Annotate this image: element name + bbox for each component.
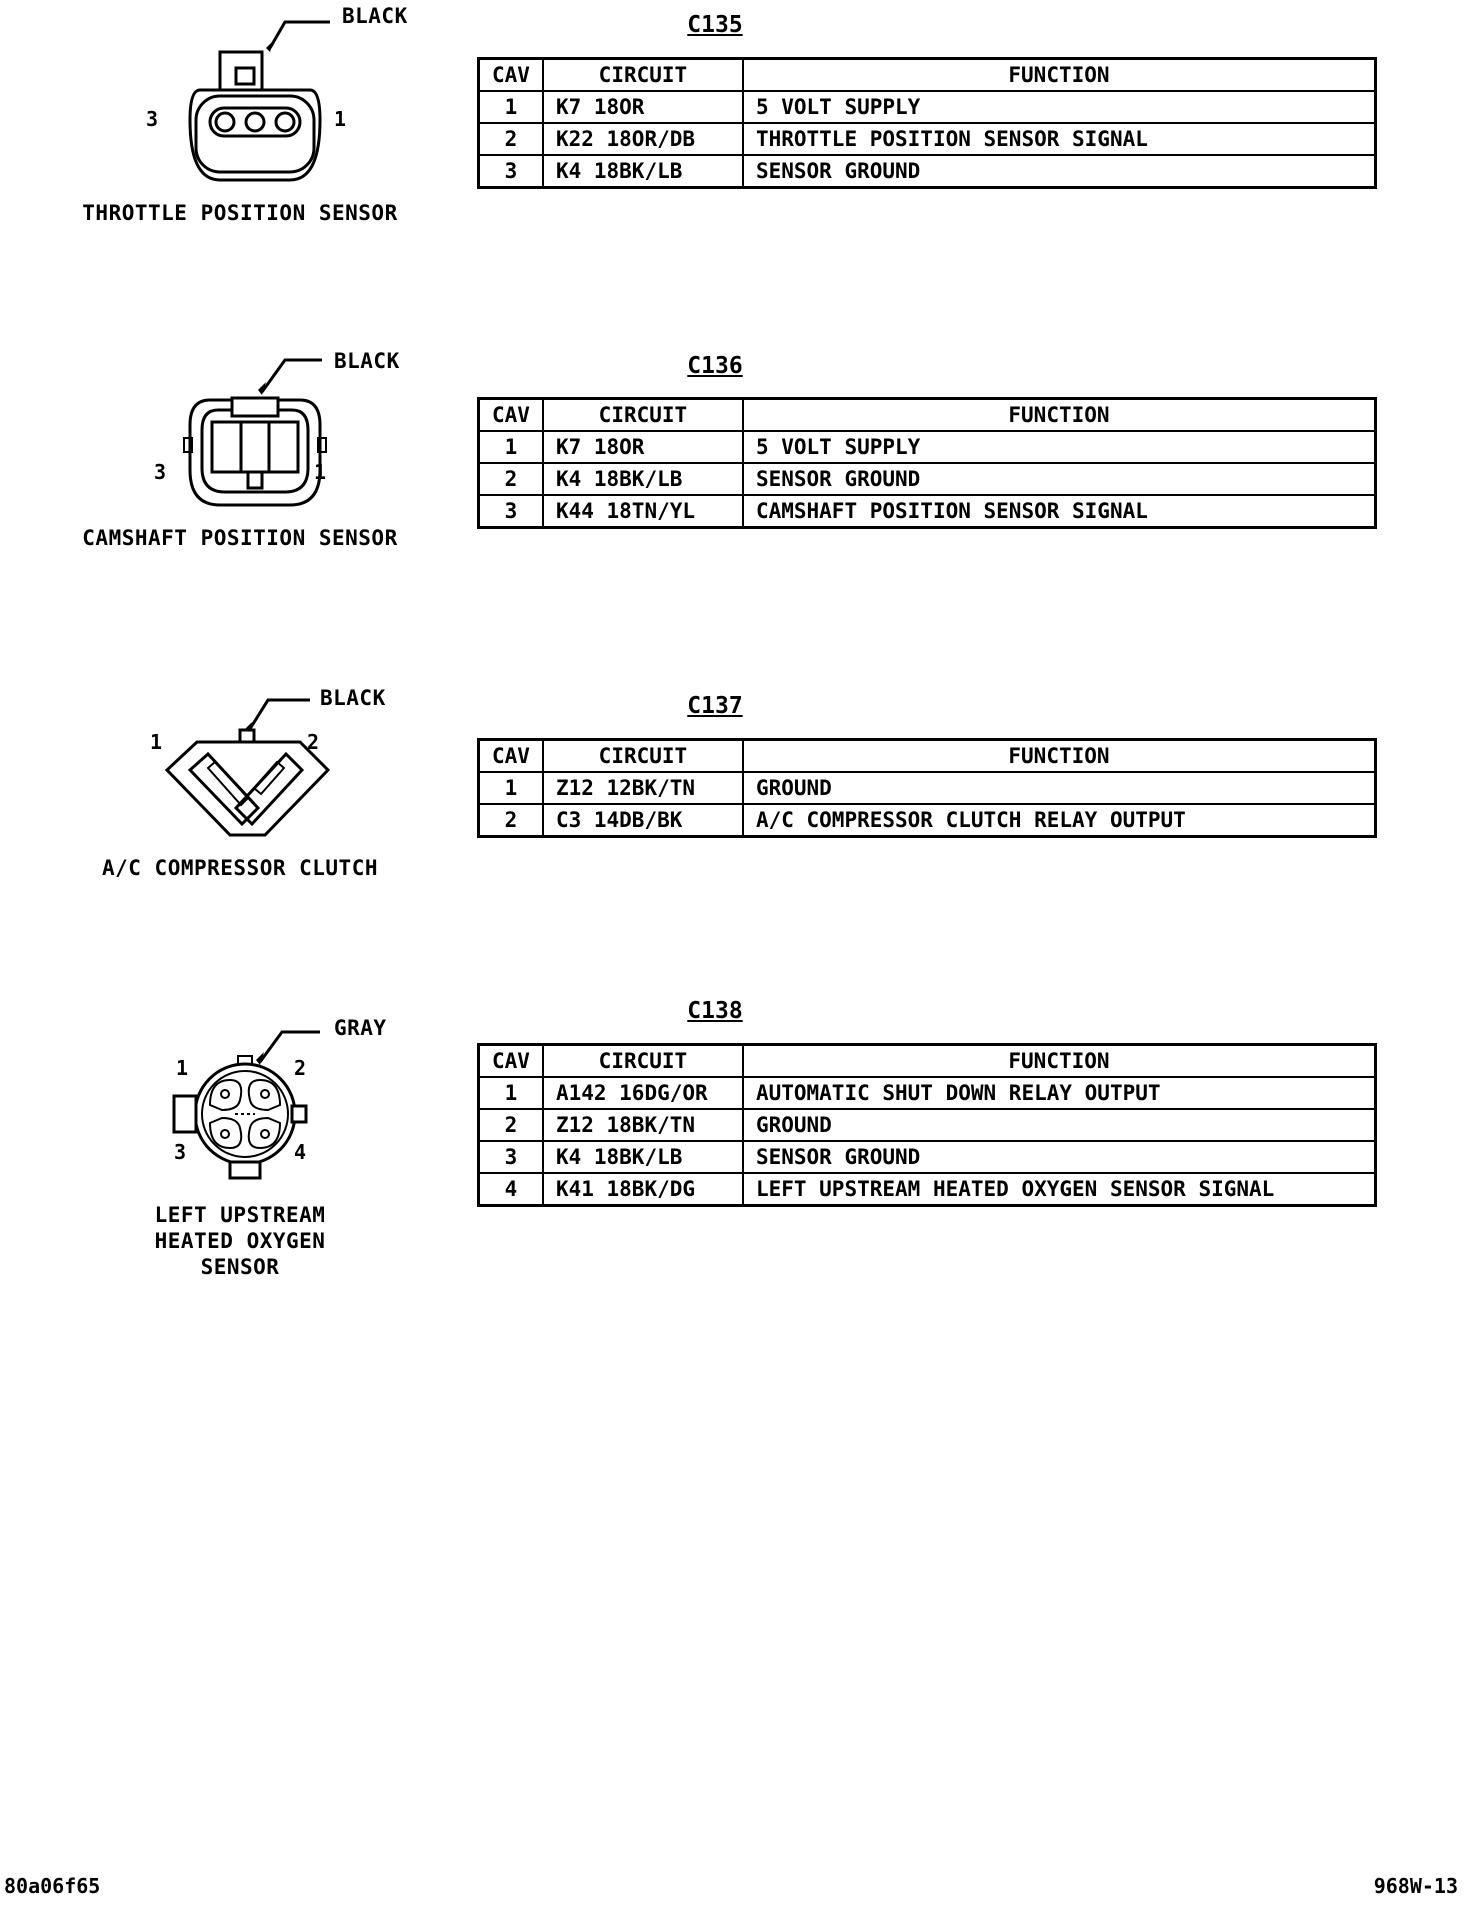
circuit-cell: C3 14DB/BK <box>543 804 743 837</box>
table-row <box>479 1173 1376 1206</box>
circuit-cell: Z12 18BK/TN <box>543 1109 743 1141</box>
pinout-table <box>477 1043 1377 1207</box>
cav-cell: 2 <box>479 463 543 495</box>
function-cell: A/C COMPRESSOR CLUTCH RELAY OUTPUT <box>743 804 1376 837</box>
circuit-cell: K41 18BK/DG <box>543 1173 743 1206</box>
pin-label: 3 <box>146 107 159 131</box>
header-cav: CAV <box>479 1045 543 1078</box>
pin-label: 3 <box>154 460 167 484</box>
circuit-cell: K7 18OR <box>543 431 743 463</box>
cav-cell: 3 <box>479 1141 543 1173</box>
function-cell: AUTOMATIC SHUT DOWN RELAY OUTPUT <box>743 1077 1376 1109</box>
header-circuit: CIRCUIT <box>543 1045 743 1078</box>
cav-cell: 1 <box>479 772 543 804</box>
function-cell: GROUND <box>743 1109 1376 1141</box>
pin-label: 4 <box>294 1140 307 1164</box>
function-cell: SENSOR GROUND <box>743 463 1376 495</box>
table-header-row <box>479 1045 1376 1078</box>
component-name-line: HEATED OXYGEN <box>154 1229 326 1253</box>
connector-id: C135 <box>687 12 743 38</box>
pinout-table <box>477 57 1377 189</box>
function-cell: THROTTLE POSITION SENSOR SIGNAL <box>743 123 1376 155</box>
table-row <box>479 463 1376 495</box>
connector-color-label: BLACK <box>320 686 386 710</box>
table-header-row <box>479 399 1376 432</box>
header-cav: CAV <box>479 59 543 92</box>
circuit-cell: K44 18TN/YL <box>543 495 743 528</box>
cav-cell: 4 <box>479 1173 543 1206</box>
function-cell: 5 VOLT SUPPLY <box>743 91 1376 123</box>
component-name: A/C COMPRESSOR CLUTCH <box>101 856 378 880</box>
throttle-position-sensor-connector-icon <box>170 0 390 200</box>
cav-cell: 2 <box>479 804 543 837</box>
table-row <box>479 1109 1376 1141</box>
header-function: FUNCTION <box>743 1045 1376 1078</box>
footer-page-number: 968W-13 <box>1373 1874 1458 1898</box>
component-name: CAMSHAFT POSITION SENSOR <box>82 526 398 550</box>
circuit-cell: K4 18BK/LB <box>543 155 743 188</box>
pinout-table <box>477 738 1377 838</box>
pin-label: 2 <box>294 1056 307 1080</box>
circuit-cell: Z12 12BK/TN <box>543 772 743 804</box>
table-row <box>479 155 1376 188</box>
connector-color-label: GRAY <box>334 1016 387 1040</box>
table-header-row <box>479 740 1376 773</box>
circuit-cell: A142 16DG/OR <box>543 1077 743 1109</box>
connector-id: C136 <box>687 353 743 379</box>
component-name <box>40 1202 440 1280</box>
function-cell: CAMSHAFT POSITION SENSOR SIGNAL <box>743 495 1376 528</box>
connector-color-label: BLACK <box>342 4 408 28</box>
footer-image-code: 80a06f65 <box>4 1874 101 1898</box>
pin-label: 1 <box>150 730 163 754</box>
table-row <box>479 804 1376 837</box>
connector-id: C137 <box>687 693 743 719</box>
header-cav: CAV <box>479 740 543 773</box>
pin-label: 3 <box>174 1140 187 1164</box>
component-name: THROTTLE POSITION SENSOR <box>82 201 398 225</box>
header-function: FUNCTION <box>743 59 1376 92</box>
function-cell: SENSOR GROUND <box>743 1141 1376 1173</box>
pin-label: 2 <box>307 730 320 754</box>
table-row <box>479 1077 1376 1109</box>
cav-cell: 1 <box>479 91 543 123</box>
cav-cell: 3 <box>479 495 543 528</box>
header-circuit: CIRCUIT <box>543 399 743 432</box>
table-row <box>479 495 1376 528</box>
table-row <box>479 772 1376 804</box>
circuit-cell: K22 18OR/DB <box>543 123 743 155</box>
component-name-line: SENSOR <box>200 1255 280 1279</box>
table-row <box>479 91 1376 123</box>
function-cell: SENSOR GROUND <box>743 155 1376 188</box>
connector-color-label: BLACK <box>334 349 400 373</box>
header-circuit: CIRCUIT <box>543 740 743 773</box>
pinout-table <box>477 397 1377 529</box>
circuit-cell: K4 18BK/LB <box>543 463 743 495</box>
function-cell: 5 VOLT SUPPLY <box>743 431 1376 463</box>
pin-label: 1 <box>334 107 347 131</box>
cav-cell: 3 <box>479 155 543 188</box>
table-header-row <box>479 59 1376 92</box>
header-cav: CAV <box>479 399 543 432</box>
pin-label: 1 <box>314 460 327 484</box>
table-row <box>479 123 1376 155</box>
cav-cell: 2 <box>479 123 543 155</box>
circuit-cell: K4 18BK/LB <box>543 1141 743 1173</box>
cav-cell: 1 <box>479 431 543 463</box>
table-row <box>479 431 1376 463</box>
function-cell: GROUND <box>743 772 1376 804</box>
oxygen-sensor-connector-icon <box>150 1010 370 1210</box>
circuit-cell: K7 18OR <box>543 91 743 123</box>
cav-cell: 1 <box>479 1077 543 1109</box>
header-circuit: CIRCUIT <box>543 59 743 92</box>
table-row <box>479 1141 1376 1173</box>
component-name-line: LEFT UPSTREAM <box>154 1203 326 1227</box>
pin-label: 1 <box>176 1056 189 1080</box>
cav-cell: 2 <box>479 1109 543 1141</box>
header-function: FUNCTION <box>743 399 1376 432</box>
header-function: FUNCTION <box>743 740 1376 773</box>
function-cell: LEFT UPSTREAM HEATED OXYGEN SENSOR SIGNAL <box>743 1173 1376 1206</box>
connector-id: C138 <box>687 998 743 1024</box>
